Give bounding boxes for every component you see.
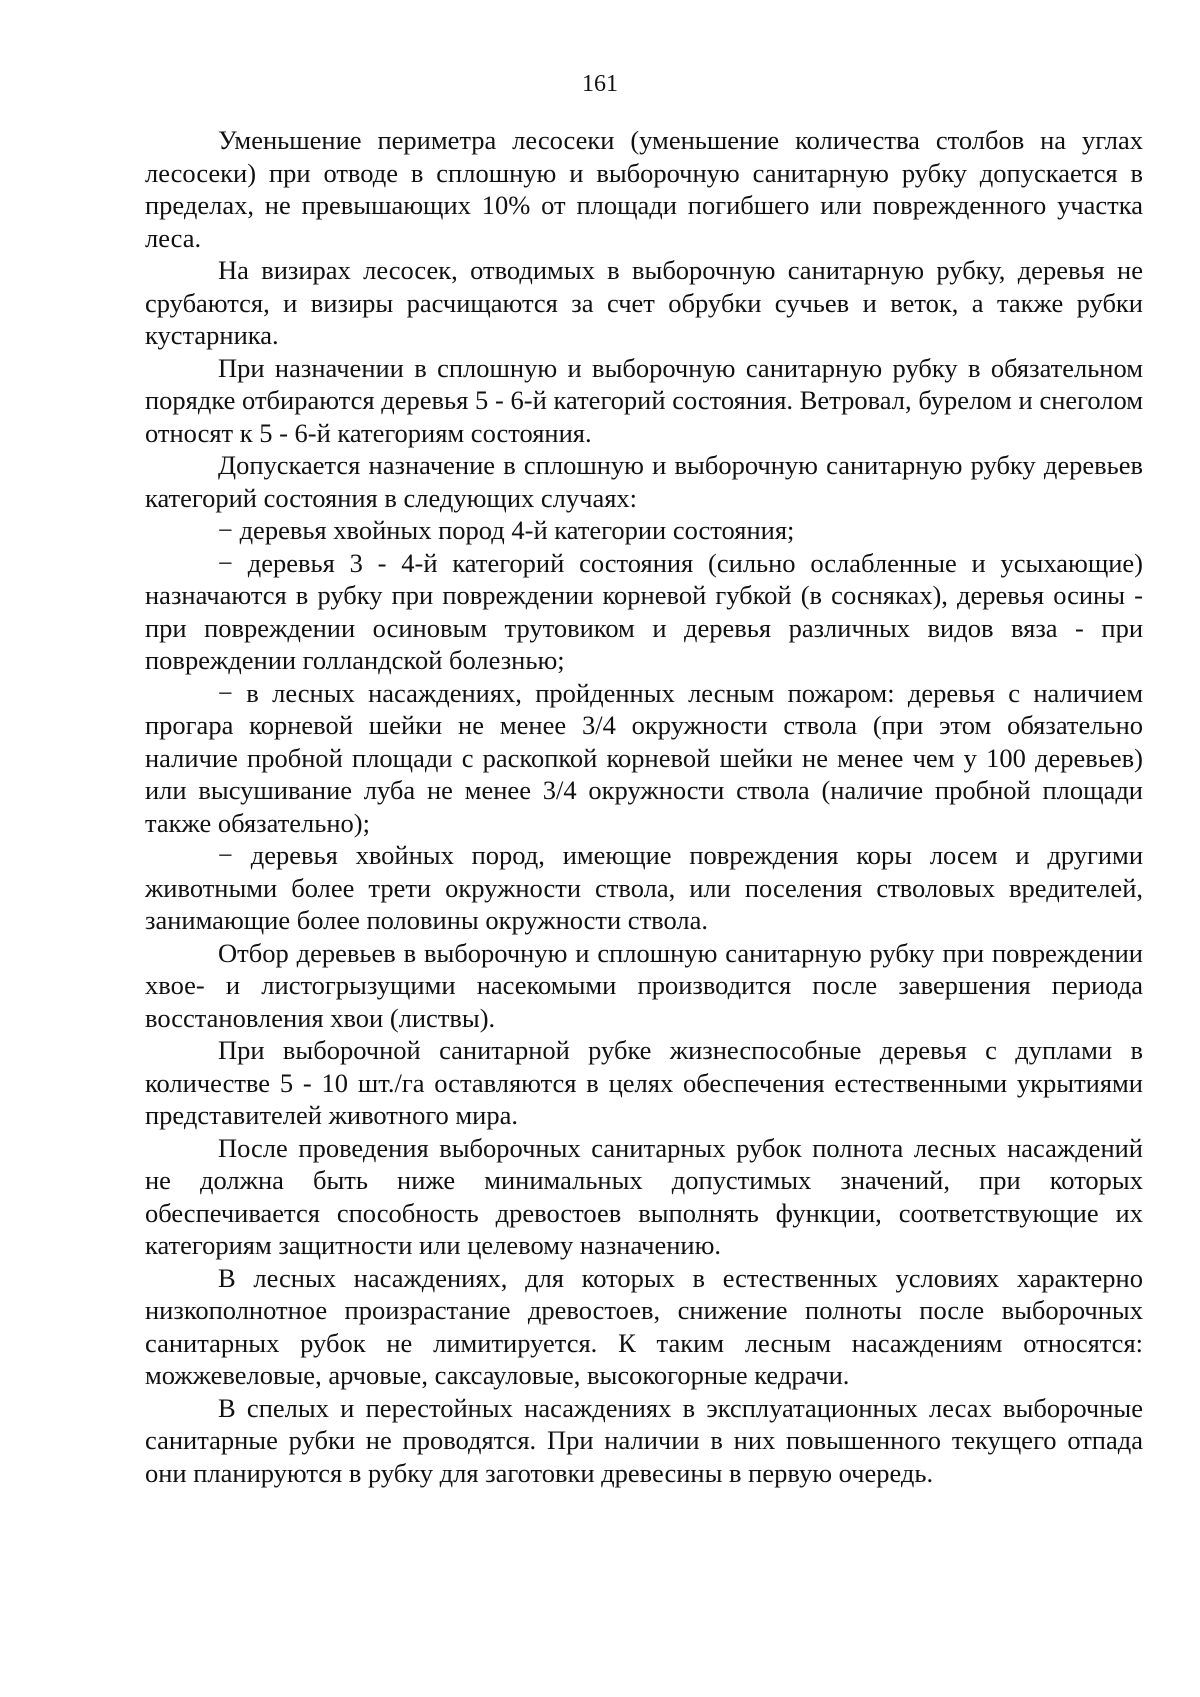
paragraph: В спелых и перестойных насаждениях в эксплуатационных лесах выборочные санитарные рубки не проводятся. При наличии в них повышенного текущего отпада они планируются в рубку для заготовки древесины в первую очередь. bbox=[145, 1392, 1143, 1488]
list-item: − деревья хвойных пород 4-й категории состояния; bbox=[218, 515, 795, 545]
paragraph: Уменьшение периметра лесосеки (уменьшение количества столбов на углах лесосеки) при отводе в сплошную и выборочную санитарную рубку допускается в пределах, не превышающих 10% от площади погибшего или поврежденного участка леса. bbox=[145, 125, 1143, 253]
paragraph: При назначении в сплошную и выборочную санитарную рубку в обязательном порядке отбираются деревья 5 - 6-й категорий состояния. Ветровал, бурелом и снеголом относят к 5 - 6-й категориям состояния. bbox=[145, 352, 1143, 448]
paragraph: В лесных насаждениях, для которых в естественных условиях характерно низкополнотное произрастание древостоев, снижение полноты после выборочных санитарных рубок не лимитируется. К таким лесным насаждениям относятся: можжевеловые, арчовые, саксауловые, высокогорные кедрачи. bbox=[145, 1262, 1143, 1390]
list-item: − деревья хвойных пород, имеющие повреждения коры лосем и другими животными более трети окружности ствола, или поселения стволовых вредителей, занимающие более половины окружности ствола. bbox=[145, 840, 1143, 935]
list-item: − в лесных насаждениях, пройденных лесным пожаром: деревья с наличием прогара корневой шейки не менее 3/4 окружности ствола (при этом обязательно наличие пробной площади с раскопкой корневой шейки не менее чем у 100 деревьев) или высушивание луба не менее 3/4 окружности ствола (наличие пробной площади также обязательно); bbox=[145, 677, 1143, 838]
paragraph: На визирах лесосек, отводимых в выборочную санитарную рубку, деревья не срубаются, и визиры расчищаются за счет обрубки сучьев и веток, а также рубки кустарника. bbox=[145, 255, 1143, 350]
page-number: 161 bbox=[582, 71, 618, 97]
list-item: − деревья 3 - 4-й категорий состояния (сильно ослабленные и усыхающие) назначаются в рубку при повреждении корневой губкой (в сосняках), деревья осины - при повреждении осиновым трутовиком и деревья различных видов вяза - при повреждении голландской болезнью; bbox=[145, 547, 1143, 675]
paragraph: При выборочной санитарной рубке жизнеспособные деревья с дуплами в количестве 5 - 10 шт./га оставляются в целях обеспечения естественными укрытиями представителей животного мира. bbox=[145, 1035, 1143, 1130]
body-text bbox=[145, 124, 1143, 1489]
paragraph: Отбор деревьев в выборочную и сплошную санитарную рубку при повреждении хвое- и листогрызущими насекомыми производится после завершения периода восстановления хвои (листвы). bbox=[145, 937, 1143, 1033]
paragraph: После проведения выборочных санитарных рубок полнота лесных насаждений не должна быть ниже минимальных допустимых значений, при которых обеспечивается способность древостоев выполнять функции, соответствующие их категориям защитности или целевому назначению. bbox=[145, 1132, 1143, 1260]
paragraph: Допускается назначение в сплошную и выборочную санитарную рубку деревьев категорий состояния в следующих случаях: bbox=[145, 450, 1143, 513]
